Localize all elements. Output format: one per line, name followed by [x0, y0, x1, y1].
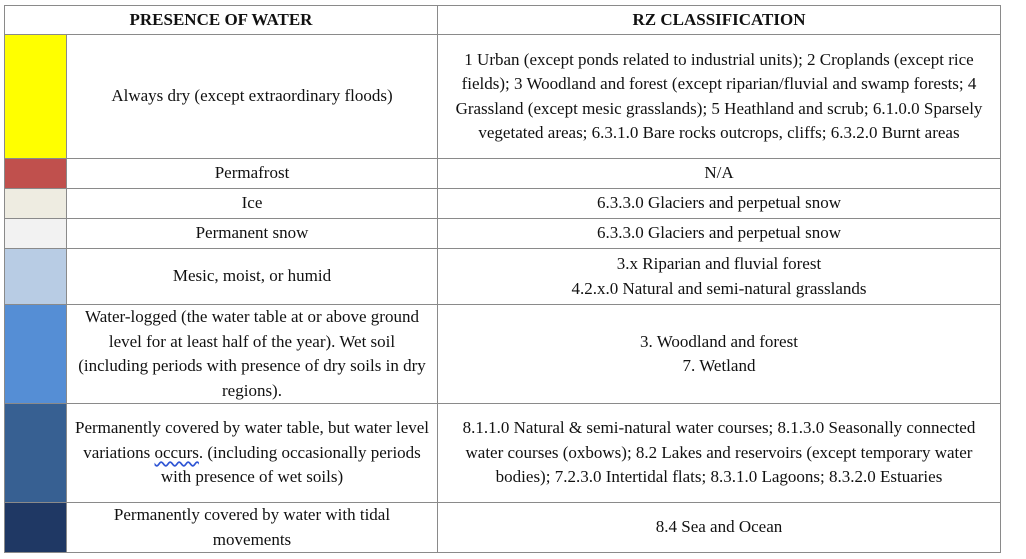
- classification-cell: [438, 305, 1001, 404]
- presence-text: Permafrost: [214, 163, 290, 183]
- classification-cell: [438, 503, 1001, 553]
- presence-cell: [67, 305, 438, 404]
- presence-cell: [67, 503, 438, 553]
- presence-text: Always dry (except extraordinary floods): [111, 86, 393, 106]
- classification-text: N/A: [704, 163, 734, 183]
- table-row: [5, 305, 1001, 404]
- color-swatch: [5, 249, 67, 305]
- header-presence-of-water: PRESENCE OF WATER: [5, 6, 438, 35]
- presence-text: Permanently covered by water table, but water level variations: [74, 418, 430, 462]
- color-swatch: [5, 404, 67, 503]
- color-swatch: [5, 219, 67, 249]
- classification-text: 8.4 Sea and Ocean: [655, 517, 783, 537]
- presence-text: Permanent snow: [195, 223, 309, 243]
- presence-cell: [67, 35, 438, 159]
- presence-text: Water-logged (the water table at or above ground level for at least half of the year). Wet soil (including periods with presence of dry soils in dry regions).: [78, 307, 426, 400]
- classification-text: 6.3.3.0 Glaciers and perpetual snow: [596, 223, 842, 243]
- classification-text: 3.x Riparian and fluvial forest: [616, 254, 822, 273]
- classification-cell: [438, 35, 1001, 159]
- table-row: [5, 189, 1001, 219]
- table-row: [5, 503, 1001, 553]
- presence-cell: [67, 219, 438, 249]
- table-row: [5, 159, 1001, 189]
- classification-cell: [438, 219, 1001, 249]
- presence-cell: [67, 404, 438, 503]
- presence-cell: [67, 249, 438, 305]
- color-swatch: [5, 35, 67, 159]
- presence-text-underlined: occurs: [154, 442, 199, 462]
- presence-text: . (including occasionally periods with presence of wet soils): [160, 442, 421, 487]
- presence-text: Ice: [241, 193, 263, 213]
- table-row: [5, 35, 1001, 159]
- classification-text: 8.1.1.0 Natural & semi-natural water courses; 8.1.3.0 Seasonally connected water courses (oxbows); 8.2 Lakes and reservoirs (except temporary water bodies); 7.2.3.0 Intertidal flats; 8.3.1.0 Lagoons; 8.3.2.0 Estuaries: [462, 418, 976, 487]
- classification-cell: [438, 159, 1001, 189]
- color-swatch: [5, 159, 67, 189]
- color-swatch: [5, 503, 67, 553]
- classification-text: 7. Wetland: [682, 356, 756, 375]
- header-row: [5, 6, 1001, 35]
- classification-text: 4.2.x.0 Natural and semi-natural grasslands: [571, 278, 867, 298]
- table-row: [5, 219, 1001, 249]
- water-presence-table: [4, 5, 1001, 553]
- presence-text: Mesic, moist, or humid: [172, 266, 332, 286]
- presence-text: Permanently covered by water with tidal movements: [113, 505, 391, 549]
- classification-cell: [438, 249, 1001, 305]
- classification-cell: [438, 189, 1001, 219]
- classification-text: 3. Woodland and forest: [640, 331, 798, 351]
- color-swatch: [5, 305, 67, 404]
- table-row: [5, 249, 1001, 305]
- presence-cell: [67, 189, 438, 219]
- classification-text: 1 Urban (except ponds related to industrial units); 2 Croplands (except rice fields); 3 Woodland and forest (except riparian/fluvial and swamp forests; 4 Grassland (except mesic grasslands); 5 Heathland and scrub; 6.1.0.0 Sparsely vegetated areas; 6.3.1.0 Bare rocks outcrops, cliffs; 6.3.2.0 Burnt areas: [455, 49, 983, 142]
- classification-text: 6.3.3.0 Glaciers and perpetual snow: [596, 193, 842, 213]
- presence-cell: [67, 159, 438, 189]
- table-row: [5, 404, 1001, 503]
- header-rz-classification: RZ CLASSIFICATION: [438, 6, 1001, 35]
- classification-cell: [438, 404, 1001, 503]
- color-swatch: [5, 189, 67, 219]
